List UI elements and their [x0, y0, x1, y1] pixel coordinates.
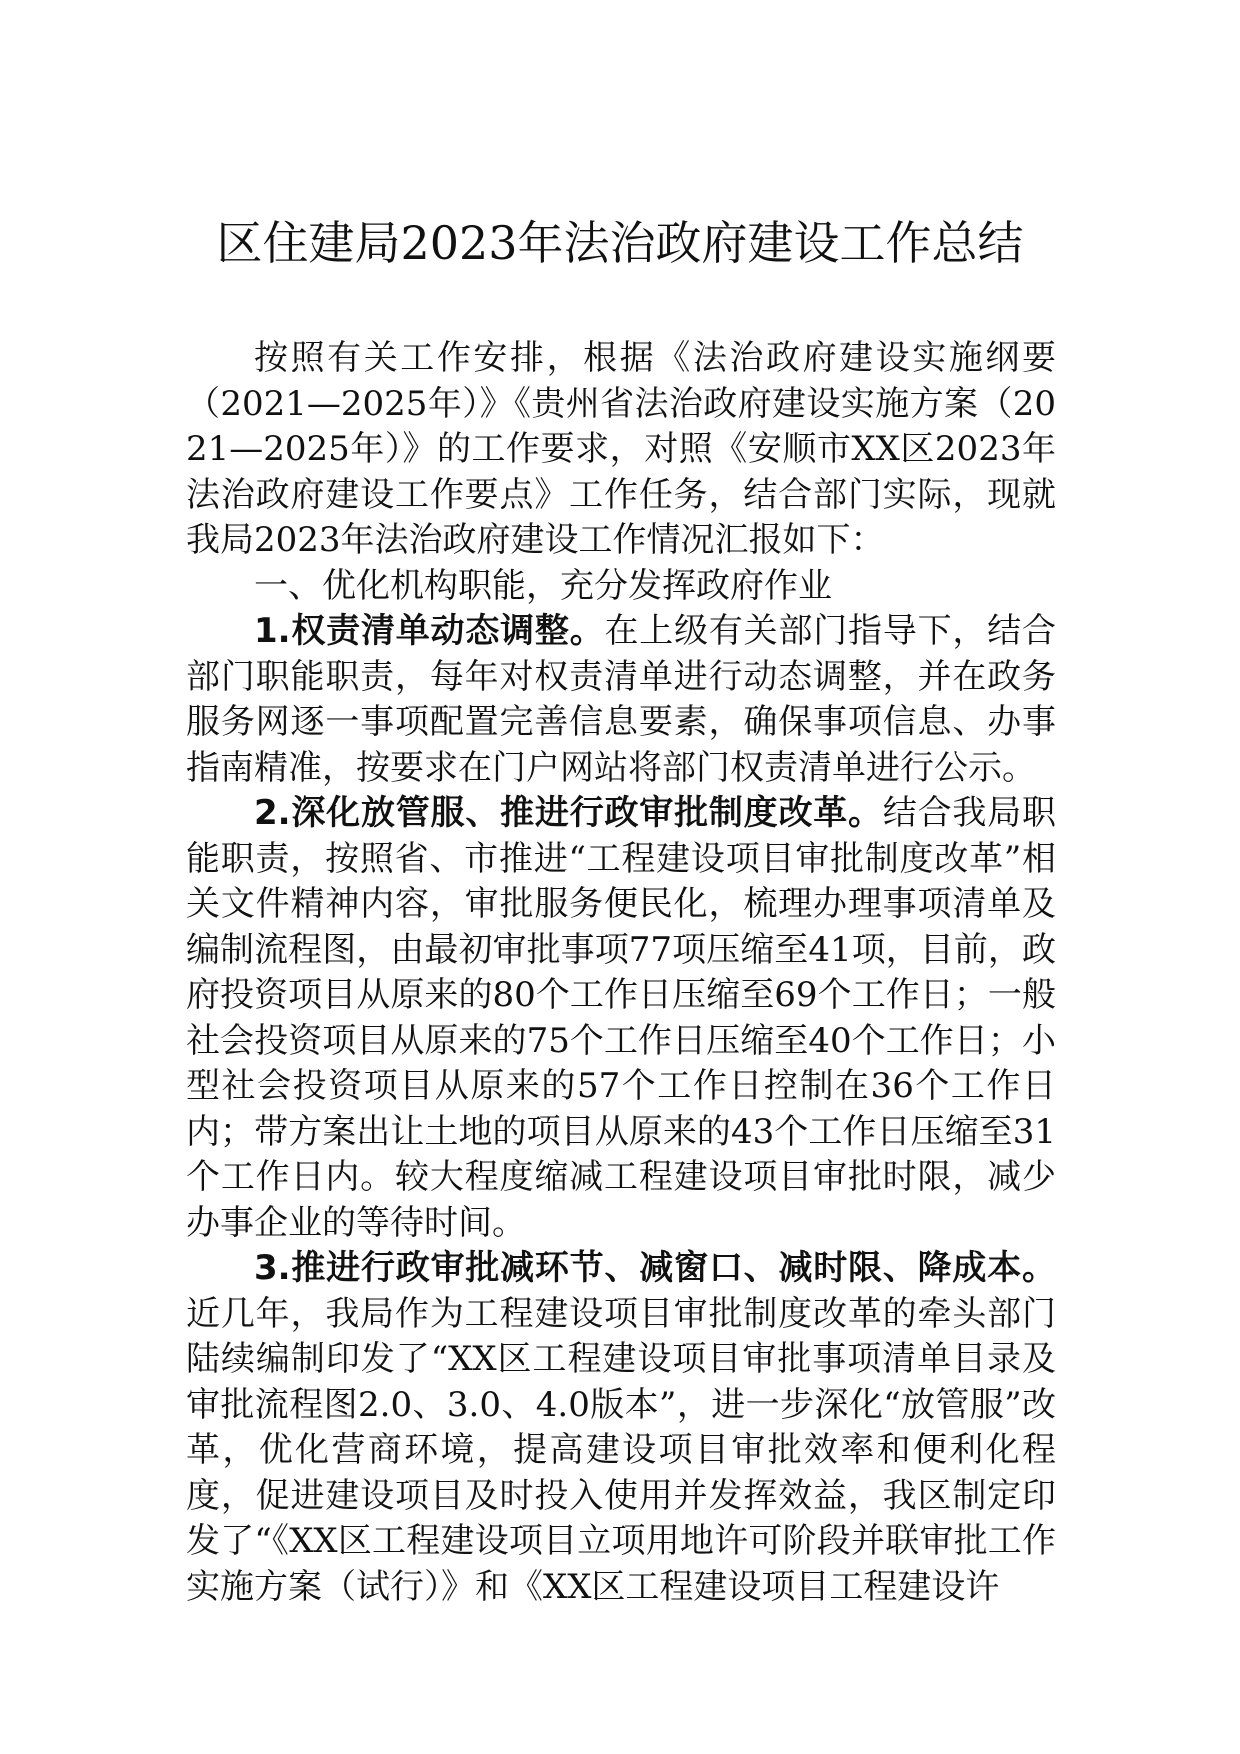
item-text: 在上级有关部门指导下，结合部门职能职责，每年对权责清单进行动态调整，并在政务服务网逐一事项配置完善信息要素，确保事项信息、办事指南精准，按要求在门户网站将部门权责清单进行公示。 [186, 611, 1057, 788]
item-lead: 3.推进行政审批减环节、减窗口、减时限、降成本。 [254, 1248, 1056, 1288]
item-lead: 2.深化放管服、推进行政审批制度改革。 [254, 793, 883, 833]
document-title: 区住建局2023年法治政府建设工作总结 [216, 216, 1024, 270]
item-text: 近几年，我局作为工程建设项目审批制度改革的牵头部门陆续编制印发了“XX区工程建设项目审批事项清单目录及审批流程图2.0、3.0、4.0版本”，进一步深化“放管服”改革，优化营商环境，提高建设项目审批效率和便利化程度，促进建设项目及时投入使用并发挥效益，我区制定印发了“《XX区工程建设项目立项用地许可阶段并联审批工作实施方案（试行）》和《XX区工程建设项目工程建设许 [186, 1293, 1056, 1607]
item-paragraph-3 [186, 1246, 1056, 1610]
intro-paragraph: 按照有关工作安排，根据《法治政府建设实施纲要（2021—2025年）》《贵州省法治政府建设实施方案（2021—2025年）》的工作要求，对照《安顺市XX区2023年法治政府建设工作要点》工作任务，结合部门实际，现就我局2023年法治政府建设工作情况汇报如下： [186, 338, 1056, 560]
section-heading: 一、优化机构职能，充分发挥政府作业 [254, 565, 832, 606]
document-body [186, 336, 1056, 1610]
item-paragraph-2 [186, 791, 1056, 1246]
item-lead: 1.权责清单动态调整。 [254, 611, 605, 651]
item-paragraph-1 [186, 609, 1056, 791]
item-text: 结合我局职能职责，按照省、市推进“工程建设项目审批制度改革”相关文件精神内容，审批服务便民化，梳理办理事项清单及编制流程图，由最初审批事项77项压缩至41项，目前，政府投资项目从原来的80个工作日压缩至69个工作日；一般社会投资项目从原来的75个工作日压缩至40个工作日；小型社会投资项目从原来的57个工作日控制在36个工作日内；带方案出让土地的项目从原来的43个工作日压缩至31个工作日内。较大程度缩减工程建设项目审批时限，减少办事企业的等待时间。 [186, 793, 1056, 1243]
